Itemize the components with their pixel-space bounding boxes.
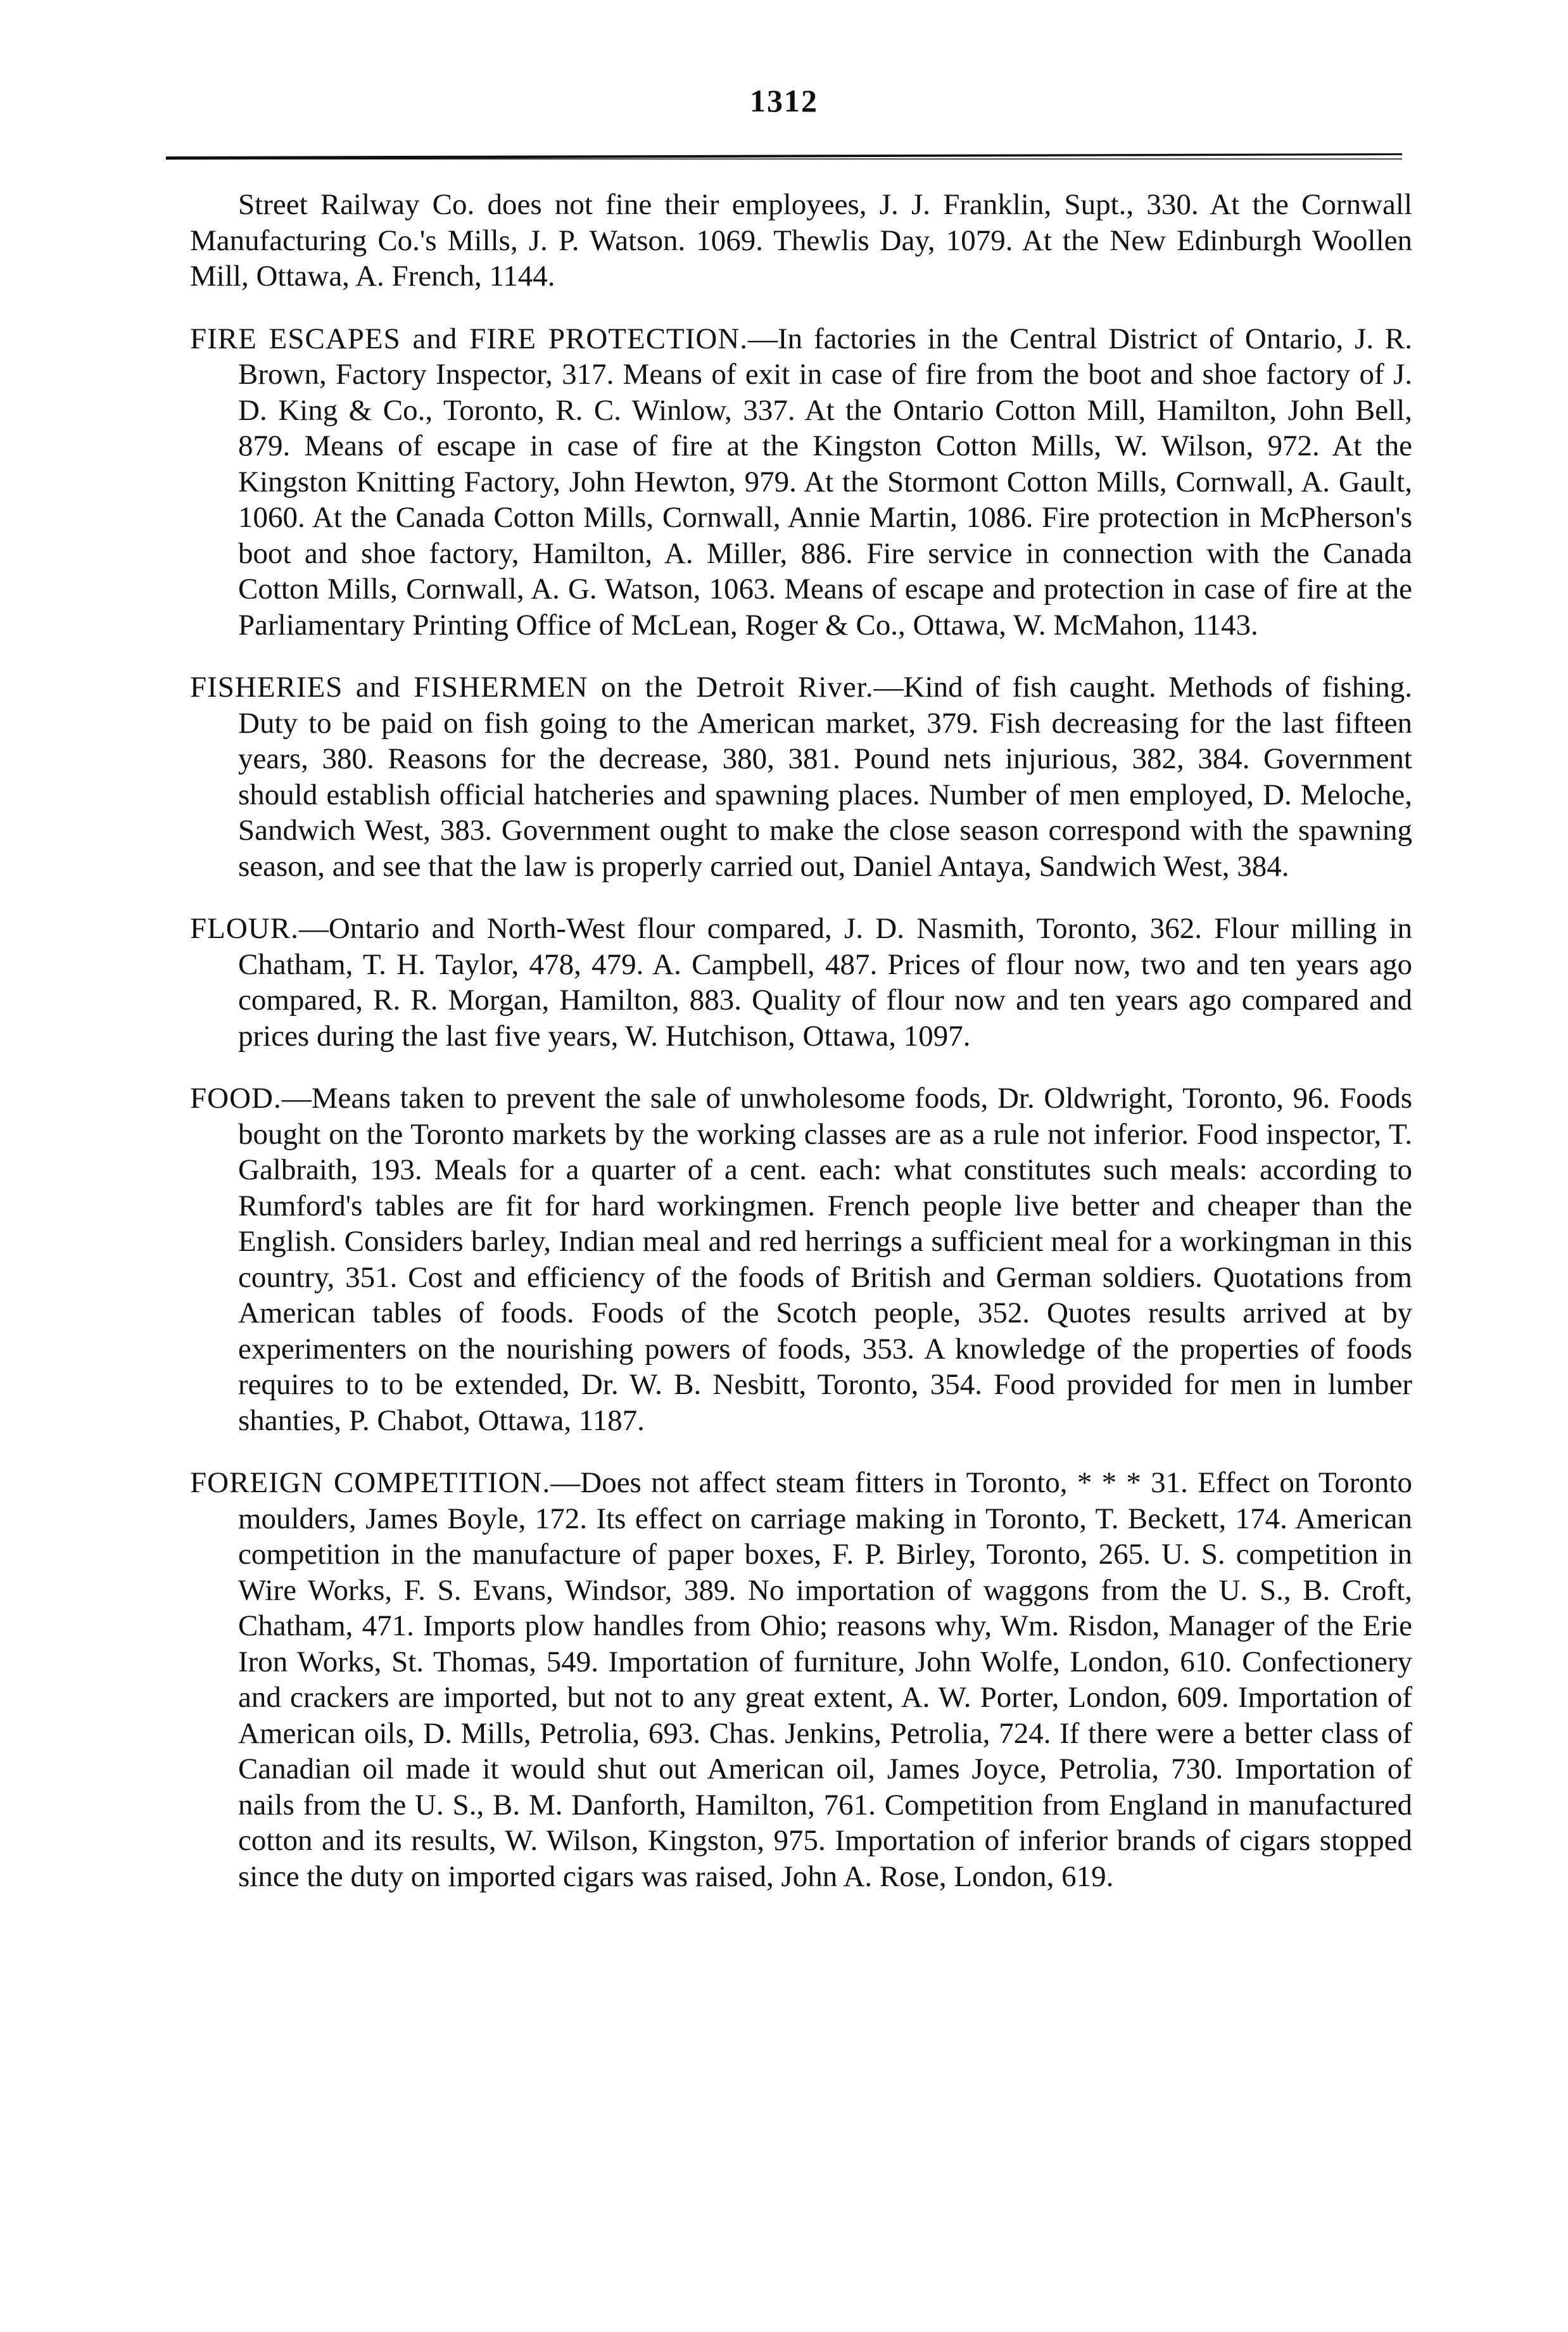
entry-text: —Kind of fish caught. Methods of fishing. Duty to be paid on fish going to the American market, 379. Fish decreasing for the last fifteen years, 380. Reasons for the decrease, 380, 381. Pound nets injurious, 382, 384. Government should establish official hatcheries and spawning places. Number of men employed, D. Meloche, Sandwich West, 383. Government ought to make the close season correspond with the spawning season, and see that the law is properly carried out, Daniel Antaya, Sandwich West, 384.	[238, 671, 1413, 883]
index-entry-fisheries	[190, 669, 1412, 884]
index-entry-food	[190, 1080, 1412, 1438]
header-rule	[166, 152, 1402, 162]
index-entry-continuation	[190, 187, 1412, 295]
entry-text: —Does not affect steam fitters in Toronto, * * * 31. Effect on Toronto moulders, James Boyle, 172. Its effect on carriage making in Toronto, T. Beckett, 174. American competition in the manufacture of paper boxes, F. P. Birley, Toronto, 265. U. S. competition in Wire Works, F. S. Evans, Windsor, 389. No importation of waggons from the U. S., B. Croft, Chatham, 471. Imports plow handles from Ohio; reasons why, Wm. Risdon, Manager of the Erie Iron Works, St. Thomas, 549. Importation of furniture, John Wolfe, London, 610. Confectionery and crackers are imported, but not to any great extent, A. W. Porter, London, 609. Importation of American oils, D. Mills, Petrolia, 693. Chas. Jenkins, Petrolia, 724. If there were a better class of Canadian oil made it would shut out American oil, James Joyce, Petrolia, 730. Importation of nails from the U. S., B. M. Danforth, Hamilton, 761. Competition from England in manufactured cotton and its results, W. Wilson, Kingston, 975. Importation of inferior brands of cigars stopped since the duty on imported cigars was raised, John A. Rose, London, 619.	[238, 1466, 1412, 1893]
page-number: 1312	[750, 83, 818, 118]
entry-text: —Ontario and North-West flour compared, J. D. Nasmith, Toronto, 362. Flour milling in Chatham, T. H. Taylor, 478, 479. A. Campbell, 487. Prices of flour now, two and ten years ago compared, R. R. Morgan, Hamilton, 883. Quality of flour now and ten years ago compared and prices during the last five years, W. Hutchison, Ottawa, 1097.	[238, 912, 1412, 1053]
entry-text: —Means taken to prevent the sale of unwholesome foods, Dr. Oldwright, Toronto, 96. Foods bought on the Toronto markets by the working classes are as a rule not inferior. Food inspector, T. Galbraith, 193. Meals for a quarter of a cent. each: what constitutes such meals: according to Rumford's tables are fit for hard workingmen. French people live better and cheaper than the English. Considers barley, Indian meal and red herrings a sufficient meal for a workingman in this country, 351. Cost and efficiency of the foods of British and German soldiers. Quotations from American tables of foods. Foods of the Scotch people, 352. Quotes results arrived at by experimenters on the nourishing powers of foods, 353. A knowledge of the properties of foods requires to to be extended, Dr. W. B. Nesbitt, Toronto, 354. Food provided for men in lumber shanties, P. Chabot, Ottawa, 1187.	[238, 1082, 1412, 1437]
entry-text: —In factories in the Central District of Ontario, J. R. Brown, Factory Inspector, 317. Means of exit in case of fire from the boot and shoe factory of J. D. King & Co., Toronto, R. C. Winlow, 337. At the Ontario Cotton Mill, Hamilton, John Bell, 879. Means of escape in case of fire at the Kingston Cotton Mills, W. Wilson, 972. At the Kingston Knitting Factory, John Hewton, 979. At the Stormont Cotton Mills, Cornwall, A. Gault, 1060. At the Canada Cotton Mills, Cornwall, Annie Martin, 1086. Fire protection in McPherson's boot and shoe factory, Hamilton, A. Miller, 886. Fire service in connection with the Canada Cotton Mills, Cornwall, A. G. Watson, 1063. Means of escape and protection in case of fire at the Parliamentary Printing Office of McLean, Roger & Co., Ottawa, W. McMahon, 1143.	[238, 322, 1412, 642]
entry-heading: FISHERIES and FISHERMEN on the Detroit River.	[190, 671, 874, 704]
index-entry-flour	[190, 911, 1412, 1054]
entry-heading: FOOD.	[190, 1082, 282, 1115]
index-entry-fire-escapes	[190, 321, 1412, 643]
entry-text: Street Railway Co. does not fine their employees, J. J. Franklin, Supt., 330. At the Cornwall Manufacturing Co.'s Mills, J. P. Watson. 1069. Thewlis Day, 1079. At the New Edinburgh Woollen Mill, Ottawa, A. French, 1144.	[190, 188, 1412, 293]
index-body	[190, 187, 1412, 1894]
index-entry-foreign-competition	[190, 1465, 1412, 1894]
entry-heading: FOREIGN COMPETITION.	[190, 1466, 551, 1499]
entry-heading: FLOUR.	[190, 912, 299, 945]
entry-heading: FIRE ESCAPES and FIRE PROTECTION.	[190, 322, 749, 355]
